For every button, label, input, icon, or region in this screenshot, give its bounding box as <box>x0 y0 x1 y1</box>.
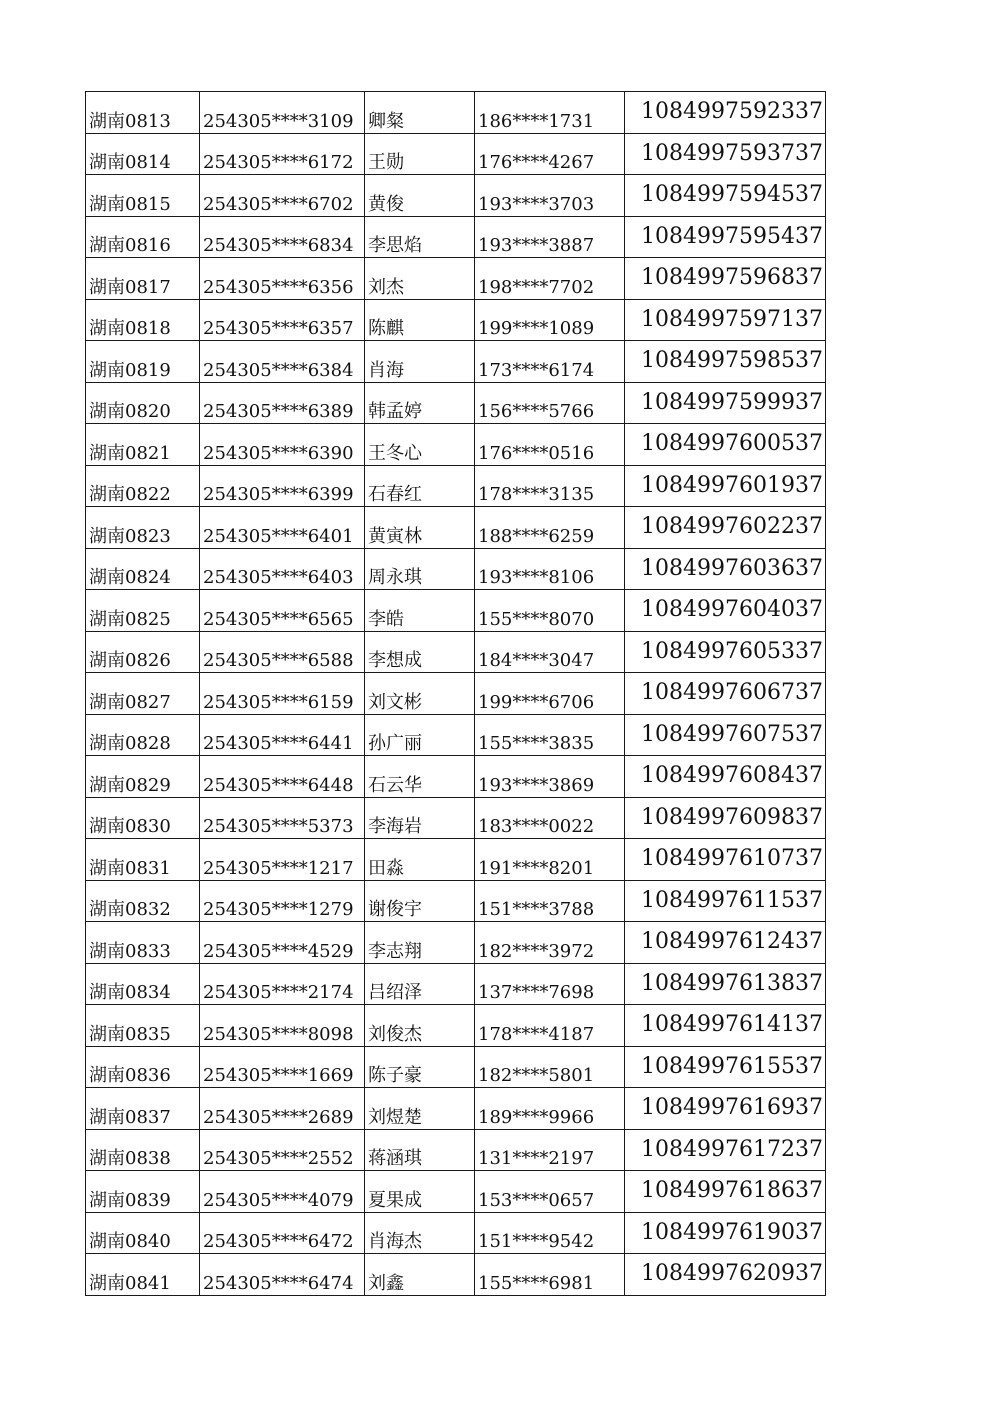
table-row <box>86 1005 826 1047</box>
cell-person-name: 黄俊 <box>365 175 475 217</box>
cell-masked-phone: 173****6174 <box>475 341 625 383</box>
cell-masked-id-number: 254305****5373 <box>200 797 365 839</box>
table-row <box>86 548 826 590</box>
cell-record-id: 湖南0838 <box>86 1129 200 1171</box>
table-row <box>86 175 826 217</box>
cell-masked-id-number: 254305****6565 <box>200 590 365 632</box>
cell-record-id: 湖南0841 <box>86 1254 200 1296</box>
table-row <box>86 1254 826 1296</box>
cell-tracking-number: 1084997616937 <box>625 1088 826 1130</box>
cell-record-id: 湖南0836 <box>86 1046 200 1088</box>
cell-masked-id-number: 254305****6702 <box>200 175 365 217</box>
cell-masked-phone: 156****5766 <box>475 382 625 424</box>
cell-masked-phone: 193****3703 <box>475 175 625 217</box>
cell-masked-phone: 178****4187 <box>475 1005 625 1047</box>
cell-masked-phone: 186****1731 <box>475 92 625 134</box>
cell-masked-phone: 193****8106 <box>475 548 625 590</box>
cell-masked-phone: 182****5801 <box>475 1046 625 1088</box>
cell-person-name: 石春红 <box>365 465 475 507</box>
cell-person-name: 肖海杰 <box>365 1212 475 1254</box>
cell-person-name: 周永琪 <box>365 548 475 590</box>
table-row <box>86 258 826 300</box>
table-row <box>86 839 826 881</box>
data-table <box>85 91 826 1296</box>
cell-tracking-number: 1084997617237 <box>625 1129 826 1171</box>
cell-masked-phone: 153****0657 <box>475 1171 625 1213</box>
cell-tracking-number: 1084997593737 <box>625 133 826 175</box>
cell-person-name: 陈子豪 <box>365 1046 475 1088</box>
cell-record-id: 湖南0814 <box>86 133 200 175</box>
cell-masked-phone: 189****9966 <box>475 1088 625 1130</box>
cell-record-id: 湖南0823 <box>86 507 200 549</box>
cell-masked-phone: 151****9542 <box>475 1212 625 1254</box>
cell-masked-id-number: 254305****6472 <box>200 1212 365 1254</box>
cell-masked-id-number: 254305****6474 <box>200 1254 365 1296</box>
cell-masked-id-number: 254305****4079 <box>200 1171 365 1213</box>
cell-masked-phone: 199****6706 <box>475 673 625 715</box>
cell-record-id: 湖南0827 <box>86 673 200 715</box>
cell-record-id: 湖南0818 <box>86 299 200 341</box>
table-row <box>86 216 826 258</box>
cell-masked-id-number: 254305****1279 <box>200 880 365 922</box>
cell-masked-phone: 183****0022 <box>475 797 625 839</box>
cell-person-name: 谢俊宇 <box>365 880 475 922</box>
cell-tracking-number: 1084997599937 <box>625 382 826 424</box>
cell-masked-id-number: 254305****6834 <box>200 216 365 258</box>
cell-record-id: 湖南0824 <box>86 548 200 590</box>
cell-person-name: 夏果成 <box>365 1171 475 1213</box>
cell-tracking-number: 1084997612437 <box>625 922 826 964</box>
cell-masked-id-number: 254305****6399 <box>200 465 365 507</box>
cell-masked-phone: 155****3835 <box>475 714 625 756</box>
cell-masked-id-number: 254305****6448 <box>200 756 365 798</box>
cell-masked-id-number: 254305****2174 <box>200 963 365 1005</box>
cell-record-id: 湖南0835 <box>86 1005 200 1047</box>
cell-tracking-number: 1084997614137 <box>625 1005 826 1047</box>
cell-masked-id-number: 254305****6357 <box>200 299 365 341</box>
table-row <box>86 507 826 549</box>
cell-person-name: 刘鑫 <box>365 1254 475 1296</box>
table-row <box>86 1046 826 1088</box>
cell-record-id: 湖南0831 <box>86 839 200 881</box>
table-row <box>86 797 826 839</box>
cell-tracking-number: 1084997600537 <box>625 424 826 466</box>
table-row <box>86 299 826 341</box>
cell-record-id: 湖南0828 <box>86 714 200 756</box>
cell-tracking-number: 1084997601937 <box>625 465 826 507</box>
cell-masked-phone: 176****0516 <box>475 424 625 466</box>
cell-record-id: 湖南0819 <box>86 341 200 383</box>
cell-masked-id-number: 254305****1669 <box>200 1046 365 1088</box>
cell-tracking-number: 1084997619037 <box>625 1212 826 1254</box>
cell-tracking-number: 1084997620937 <box>625 1254 826 1296</box>
cell-masked-phone: 182****3972 <box>475 922 625 964</box>
cell-person-name: 李皓 <box>365 590 475 632</box>
cell-masked-id-number: 254305****3109 <box>200 92 365 134</box>
cell-masked-id-number: 254305****6441 <box>200 714 365 756</box>
cell-tracking-number: 1084997604037 <box>625 590 826 632</box>
cell-tracking-number: 1084997611537 <box>625 880 826 922</box>
cell-person-name: 卿粲 <box>365 92 475 134</box>
cell-record-id: 湖南0839 <box>86 1171 200 1213</box>
table-row <box>86 1212 826 1254</box>
cell-record-id: 湖南0822 <box>86 465 200 507</box>
cell-masked-phone: 131****2197 <box>475 1129 625 1171</box>
cell-masked-phone: 191****8201 <box>475 839 625 881</box>
table-row <box>86 756 826 798</box>
cell-person-name: 黄寅林 <box>365 507 475 549</box>
cell-masked-phone: 188****6259 <box>475 507 625 549</box>
cell-masked-id-number: 254305****6403 <box>200 548 365 590</box>
cell-person-name: 蒋涵琪 <box>365 1129 475 1171</box>
cell-record-id: 湖南0815 <box>86 175 200 217</box>
table-row <box>86 673 826 715</box>
cell-tracking-number: 1084997615537 <box>625 1046 826 1088</box>
cell-tracking-number: 1084997602237 <box>625 507 826 549</box>
cell-masked-phone: 176****4267 <box>475 133 625 175</box>
table-row <box>86 1088 826 1130</box>
table-row <box>86 631 826 673</box>
cell-person-name: 石云华 <box>365 756 475 798</box>
cell-masked-id-number: 254305****6356 <box>200 258 365 300</box>
cell-masked-phone: 137****7698 <box>475 963 625 1005</box>
cell-tracking-number: 1084997613837 <box>625 963 826 1005</box>
cell-person-name: 刘杰 <box>365 258 475 300</box>
cell-person-name: 李思焰 <box>365 216 475 258</box>
cell-person-name: 陈麒 <box>365 299 475 341</box>
cell-tracking-number: 1084997610737 <box>625 839 826 881</box>
cell-masked-phone: 155****6981 <box>475 1254 625 1296</box>
cell-masked-phone: 155****8070 <box>475 590 625 632</box>
cell-tracking-number: 1084997618637 <box>625 1171 826 1213</box>
cell-record-id: 湖南0833 <box>86 922 200 964</box>
cell-record-id: 湖南0825 <box>86 590 200 632</box>
cell-tracking-number: 1084997596837 <box>625 258 826 300</box>
cell-person-name: 王勋 <box>365 133 475 175</box>
cell-person-name: 韩孟婷 <box>365 382 475 424</box>
cell-tracking-number: 1084997605337 <box>625 631 826 673</box>
cell-record-id: 湖南0821 <box>86 424 200 466</box>
table-row <box>86 714 826 756</box>
cell-masked-id-number: 254305****6401 <box>200 507 365 549</box>
cell-person-name: 田淼 <box>365 839 475 881</box>
cell-tracking-number: 1084997594537 <box>625 175 826 217</box>
cell-person-name: 李想成 <box>365 631 475 673</box>
cell-person-name: 李海岩 <box>365 797 475 839</box>
cell-masked-id-number: 254305****6172 <box>200 133 365 175</box>
cell-masked-id-number: 254305****4529 <box>200 922 365 964</box>
cell-masked-id-number: 254305****1217 <box>200 839 365 881</box>
table-row <box>86 1171 826 1213</box>
cell-tracking-number: 1084997598537 <box>625 341 826 383</box>
cell-tracking-number: 1084997607537 <box>625 714 826 756</box>
table-body <box>86 92 826 1296</box>
cell-person-name: 孙广丽 <box>365 714 475 756</box>
cell-masked-phone: 184****3047 <box>475 631 625 673</box>
cell-person-name: 李志翔 <box>365 922 475 964</box>
cell-record-id: 湖南0830 <box>86 797 200 839</box>
cell-masked-id-number: 254305****6390 <box>200 424 365 466</box>
table-row <box>86 590 826 632</box>
table-row <box>86 465 826 507</box>
cell-tracking-number: 1084997608437 <box>625 756 826 798</box>
cell-record-id: 湖南0820 <box>86 382 200 424</box>
cell-record-id: 湖南0826 <box>86 631 200 673</box>
cell-person-name: 刘煜楚 <box>365 1088 475 1130</box>
cell-tracking-number: 1084997597137 <box>625 299 826 341</box>
cell-person-name: 王冬心 <box>365 424 475 466</box>
cell-tracking-number: 1084997603637 <box>625 548 826 590</box>
cell-record-id: 湖南0816 <box>86 216 200 258</box>
cell-masked-id-number: 254305****2689 <box>200 1088 365 1130</box>
cell-masked-id-number: 254305****6588 <box>200 631 365 673</box>
cell-record-id: 湖南0832 <box>86 880 200 922</box>
cell-masked-phone: 199****1089 <box>475 299 625 341</box>
cell-record-id: 湖南0837 <box>86 1088 200 1130</box>
cell-record-id: 湖南0840 <box>86 1212 200 1254</box>
cell-record-id: 湖南0817 <box>86 258 200 300</box>
cell-masked-id-number: 254305****6389 <box>200 382 365 424</box>
cell-masked-phone: 151****3788 <box>475 880 625 922</box>
cell-person-name: 吕绍泽 <box>365 963 475 1005</box>
table-row <box>86 922 826 964</box>
cell-tracking-number: 1084997595437 <box>625 216 826 258</box>
cell-masked-id-number: 254305****6384 <box>200 341 365 383</box>
cell-record-id: 湖南0829 <box>86 756 200 798</box>
cell-tracking-number: 1084997592337 <box>625 92 826 134</box>
cell-record-id: 湖南0834 <box>86 963 200 1005</box>
table-row <box>86 341 826 383</box>
cell-tracking-number: 1084997606737 <box>625 673 826 715</box>
table-row <box>86 382 826 424</box>
cell-person-name: 刘俊杰 <box>365 1005 475 1047</box>
cell-masked-phone: 198****7702 <box>475 258 625 300</box>
cell-masked-phone: 178****3135 <box>475 465 625 507</box>
cell-person-name: 刘文彬 <box>365 673 475 715</box>
table-row <box>86 880 826 922</box>
table-row <box>86 1129 826 1171</box>
cell-masked-phone: 193****3869 <box>475 756 625 798</box>
cell-record-id: 湖南0813 <box>86 92 200 134</box>
cell-masked-id-number: 254305****2552 <box>200 1129 365 1171</box>
cell-masked-phone: 193****3887 <box>475 216 625 258</box>
table-row <box>86 424 826 466</box>
cell-tracking-number: 1084997609837 <box>625 797 826 839</box>
table-row <box>86 963 826 1005</box>
cell-person-name: 肖海 <box>365 341 475 383</box>
cell-masked-id-number: 254305****6159 <box>200 673 365 715</box>
table-row <box>86 92 826 134</box>
cell-masked-id-number: 254305****8098 <box>200 1005 365 1047</box>
table-row <box>86 133 826 175</box>
